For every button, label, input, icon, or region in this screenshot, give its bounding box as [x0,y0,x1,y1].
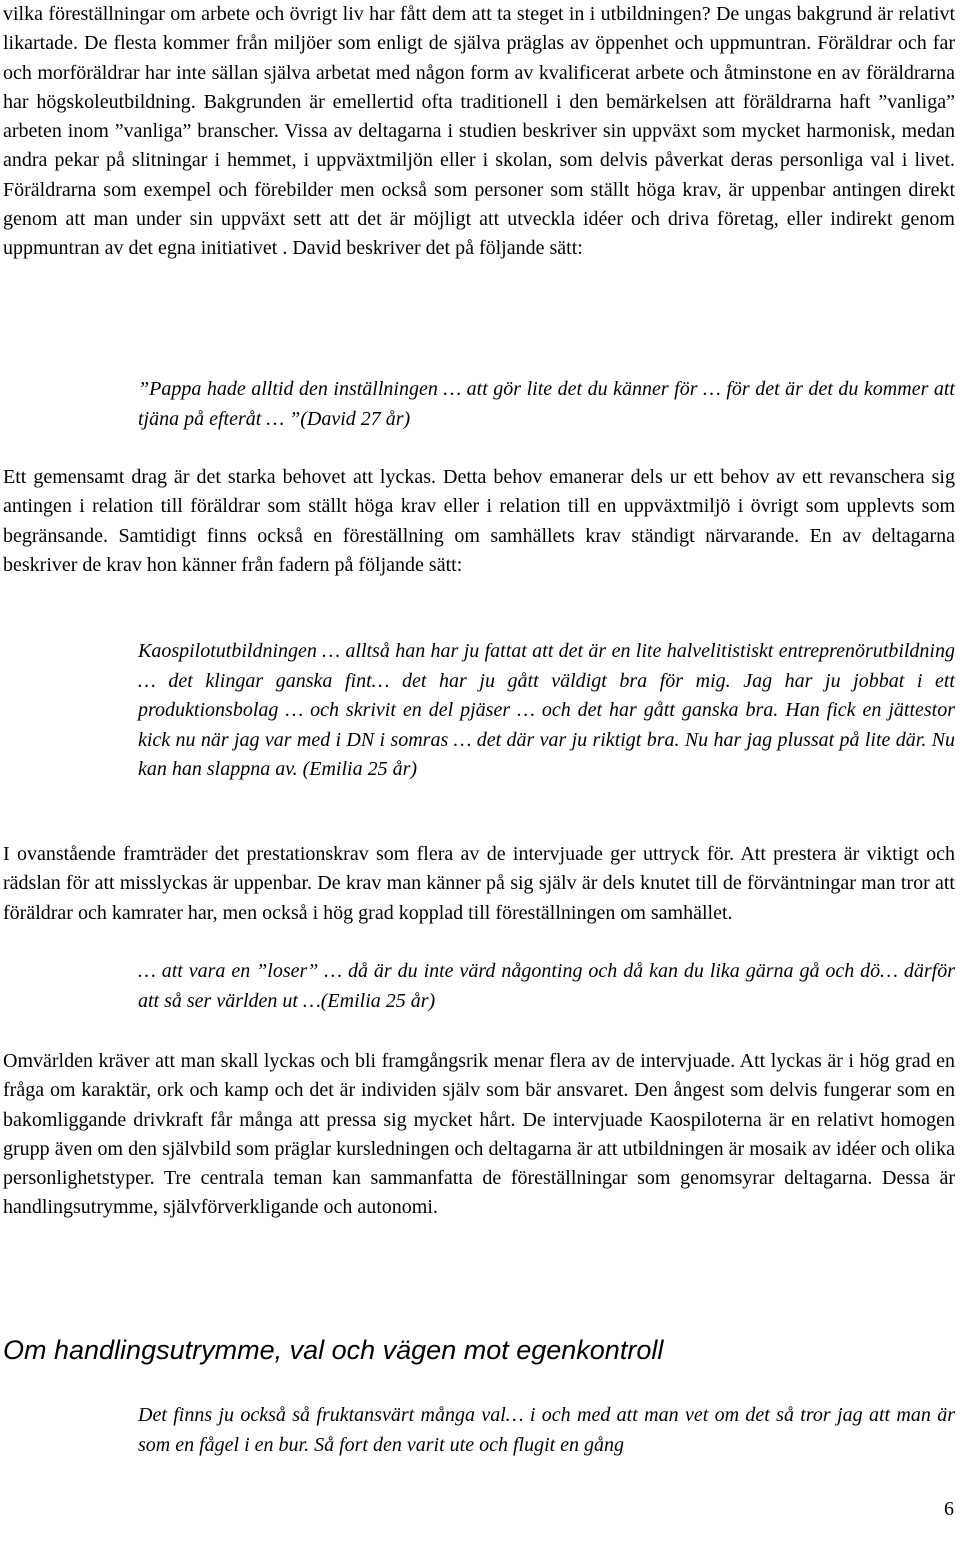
body-paragraph-2: Ett gemensamt drag är det starka behovet att lyckas. Detta behov emanerar dels ur ett behov av ett revanschera sig antingen i relation till föräldrar som ställt höga krav eller i relation till en uppväxtmiljö i övrigt som upplevts som begränsande. Samtidigt finns också en föreställning om samhällets krav ständigt närvarande. En av deltagarna beskriver de krav hon känner från fadern på följande sätt: [3,466,955,576]
body-paragraph-4: Omvärlden kräver att man skall lyckas och bli framgångsrik menar flera av de intervjuade. Att lyckas är i hög grad en fråga om karaktär, ork och kamp och det är individen själv som bär ansvaret. Den ångest som delvis fungerar som en bakomliggande drivkraft får många att pressa sig mycket hårt. De intervjuade Kaospiloterna är en relativt homogen grupp även om den självbild som präglar kursledningen och deltagarna är att utbildningen är mosaik av idéer och olika personlighetstyper. Tre centrala teman kan sammanfatta de föreställningar som genomsyrar deltagarna. Dessa är handlingsutrymme, självförverkligande och autonomi. [3,1050,955,1219]
block-quote-emilia-1: Kaospilotutbildningen … alltså han har ju fattat att det är en lite halvelitistiskt entreprenörutbildning … det klingar ganska fint… det har ju gått väldigt bra för mig. Jag har ju jobbat i ett produktionsbolag … och skrivit en del pjäser … och det har gått ganska bra. Han fick en jättestor kick nu när jag var med i DN i somras … det där var ju riktigt bra. Nu har jag plussat på lite där. Nu kan han slappna av. (Emilia 25 år) [138,640,955,780]
block-quote-david: ”Pappa hade alltid den inställningen … att gör lite det du känner för … för det är det du kommer att tjäna på efteråt … ”(David 27 år) [138,378,955,430]
body-paragraph-3: I ovanstående framträder det prestationskrav som flera av de intervjuade ger uttryck för. Att prestera är viktigt och rädslan för att misslyckas är uppenbar. De krav man känner på sig själv är dels knutet till de förväntningar man tror att föräldrar och kamrater har, men också i hög grad kopplad till föreställningen om samhället. [3,843,955,924]
block-quote-emilia-2: … att vara en ”loser” … då är du inte värd någonting och då kan du lika gärna gå och dö… därför att så ser världen ut …(Emilia 25 år) [138,960,955,1012]
block-quote-choices: Det finns ju också så fruktansvärt många val… i och med att man vet om det så tror jag att man är som en fågel i en bur. Så fort den varit ute och flugit en gång [138,1404,955,1456]
body-paragraph-1: vilka föreställningar om arbete och övrigt liv har fått dem att ta steget in i utbildningen? De ungas bakgrund är relativt likartade. De flesta kommer från miljöer som enligt de själva präglas av öppenhet och uppmuntran. Föräldrar och far och morföräldrar har inte sällan själva arbetat med någon form av kvalificerat arbete och åtminstone en av föräldrarna har högskoleutbildning. Bakgrunden är emellertid ofta traditionell i den bemärkelsen att föräldrarna haft ”vanliga” arbeten inom ”vanliga” branscher. Vissa av deltagarna i studien beskriver sin uppväxt som mycket harmonisk, medan andra pekar på slitningar i hemmet, i uppväxtmiljön eller i skolan, som delvis påverkat deras personliga val i livet. Föräldrarna som exempel och förebilder men också som personer som ställt höga krav, är uppenbar antingen direkt genom att man under sin uppväxt sett att det är möjligt att utveckla idéer och driva företag, eller indirekt genom uppmuntran av det egna initiativet . David beskriver det på följande sätt: [3,3,955,260]
page-number: 6 [944,1498,954,1520]
section-heading: Om handlingsutrymme, val och vägen mot egenkontroll [3,1335,664,1365]
